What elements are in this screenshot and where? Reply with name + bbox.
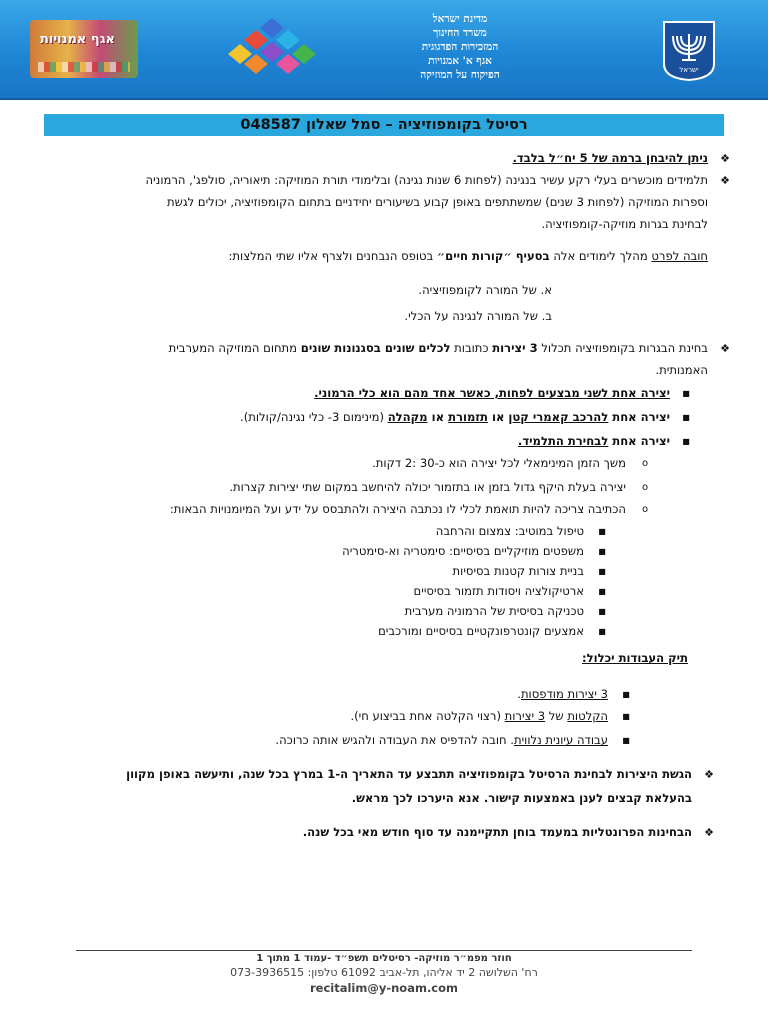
square-bullet-icon: ■ (598, 527, 606, 536)
circle-bullet-icon: o (641, 504, 649, 515)
writing-note: הכתיבה צריכה להיות תואמת לכלי לו נכתבה היצירה ולהתבסס על ידע ועל המיומנויות הבאות: (169, 502, 626, 516)
ensemble-option: תזמורת (448, 410, 488, 424)
ensemble-option: מקהלה (387, 410, 428, 424)
square-bullet-icon: ■ (598, 547, 606, 556)
skill-text: ארטיקולציה ויסודות תזמור בסיסיים (413, 584, 584, 598)
instruments-styles: לכלים שונים בסגנונות שונים (300, 341, 451, 355)
cv-section-ref: בסעיף ״קורות חיים״ (436, 249, 550, 263)
requirement-text: בטופס הנבחנים ולצרף אליו שתי המלצות: (228, 249, 437, 263)
portfolio-item: 3 יצירות (504, 709, 546, 723)
requirement-text: מהלך לימודים אלה (549, 249, 652, 263)
state-emblem-icon (660, 20, 718, 82)
square-bullet-icon: ■ (598, 567, 606, 576)
skill-text: טכניקה בסיסית של הרמוניה מערבית (404, 604, 584, 618)
recommendation-item: ב. של המורה לנגינה על הכלי. (404, 309, 552, 323)
scope-note: יצירה בעלת היקף גדול בזמן או בתזמור יכולה להיחשב במקום שתי יצירות קצרות. (229, 480, 626, 494)
circle-bullet-icon: o (641, 458, 649, 469)
ministry-line: מדינת ישראל (432, 13, 488, 25)
exam-composition-text: האמנותית. (655, 363, 708, 377)
footer-address: רח' השלושה 2 יד אליהו, תל-אביב 61092 טלפון: 073-3936515 (230, 966, 538, 979)
portfolio-item: (רצוי הקלטה אחת בביצוע חי). (350, 709, 505, 723)
piece-requirement: יצירה אחת (608, 434, 670, 448)
ministry-line: אגף א' אמנויות (428, 55, 492, 67)
exam-level-note: ניתן להיבחן ברמה של 5 יח״ל בלבד. (512, 151, 708, 165)
square-bullet-icon: ■ (682, 389, 690, 398)
portfolio-item: . חובה להדפיס את העבודה ולהגיש אותה כרוכה. (275, 733, 514, 747)
header-band (0, 0, 768, 100)
square-bullet-icon: ■ (622, 736, 630, 745)
eligibility-text-line: תלמידים מוכשרים בעלי רקע עשיר בנגינה (לפחות 6 שנות נגינה) ובלימודי תורת המוזיקה: תיאוריה, סולפג', הרמוניה (145, 173, 708, 187)
arts-department-logo (30, 20, 138, 78)
ministry-colorful-diamonds-logo (224, 16, 320, 74)
ensemble-option: להרכב קאמרי קטן (508, 410, 609, 424)
frontal-exam-note: הבחינות הפרונטליות במעמד בוחן תתקיימנה עד סוף חודש מאי בכל שנה. (302, 825, 692, 839)
piece-requirement: יצירה אחת (608, 410, 670, 424)
eligibility-text-line: לבחינת בגרות מוזיקה-קומפוזיציה. (541, 217, 708, 231)
diamond-bullet-icon: ❖ (720, 342, 730, 355)
ministry-line: משרד החינוך (433, 27, 487, 39)
piece-requirement: או (427, 410, 449, 424)
portfolio-item: הקלטות (567, 709, 608, 723)
document-title: רסיטל בקומפוזיציה – סמל שאלון 048587 (44, 114, 724, 136)
portfolio-item: 3 יצירות מודפסות (520, 687, 608, 701)
portfolio-item: של (545, 709, 568, 723)
submission-note: הגשת היצירות לבחינת הרסיטל בקומפוזיציה תתבצע עד התאריך ה-1 במרץ בכל שנה, ותיעשה באופן מקוון (126, 767, 692, 781)
exam-composition-text: מתחום המוזיקה המערבית (168, 341, 301, 355)
diamond-bullet-icon: ❖ (720, 174, 730, 187)
emblem-caption: ישראל (679, 66, 699, 74)
duration-note: משך הזמן המינימאלי לכל יצירה הוא כ-30 :2 דקות. (372, 456, 626, 470)
skill-text: בניית צורות קטנות בסיסיות (452, 564, 584, 578)
diamond-bullet-icon: ❖ (720, 152, 730, 165)
piece-requirement: (מינימום 3- כלי נגינה/קולות). (240, 410, 388, 424)
piece-requirement: יצירה אחת לשני מבצעים לפחות, כאשר אחד מהם הוא כלי הרמוני. (314, 386, 670, 400)
footer-circular-info: חוזר מפמ״ר מוזיקה- רסיטלים תשפ״ד -עמוד 1 מתוך 1 (256, 953, 512, 964)
ministry-name-block (390, 12, 530, 82)
eligibility-text-line: וספרות המוזיקה (לפחות 3 שנים) שמשתתפים באופן קבוע בשיעורים יחידניים בתחום הקומפוזיציה, יכולים לגשת (166, 195, 708, 209)
square-bullet-icon: ■ (622, 690, 630, 699)
square-bullet-icon: ■ (682, 437, 690, 446)
exam-composition-text: בחינת הבגרות בקומפוזיציה תכלול (537, 341, 708, 355)
diamond-bullet-icon: ❖ (704, 768, 714, 781)
portfolio-title: תיק העבודות יכלול: (581, 651, 688, 665)
footer-divider (76, 950, 692, 951)
skill-text: משפטים מוזיקליים בסיסיים: סימטריה וא-סימטריה (342, 544, 584, 558)
ministry-line: הפיקוח על המוזיקה (420, 69, 500, 81)
square-bullet-icon: ■ (682, 413, 690, 422)
pieces-count: 3 יצירות (492, 341, 538, 355)
square-bullet-icon: ■ (598, 627, 606, 636)
skill-text: טיפול במוטיב: צמצום והרחבה (435, 524, 584, 538)
portfolio-item: . (517, 687, 521, 701)
student-choice: לבחירת התלמיד. (517, 434, 609, 448)
ministry-line: המזכירות הפדגוגית (421, 41, 499, 53)
square-bullet-icon: ■ (598, 587, 606, 596)
arts-logo-text: אגף אמנויות (40, 32, 115, 47)
exam-composition-text: כתובות (450, 341, 493, 355)
portfolio-item: עבודה עיונית נלווית (513, 733, 608, 747)
skill-text: אמצעים קונטרפונקטיים בסיסיים ומורכבים (378, 624, 584, 638)
square-bullet-icon: ■ (622, 712, 630, 721)
circle-bullet-icon: o (641, 482, 649, 493)
diamond-bullet-icon: ❖ (704, 826, 714, 839)
submission-note: בהעלאת קבצים לענן באמצעות קישור. אנא היערכו לכך מראש. (351, 791, 692, 805)
footer-email-link[interactable]: recitalim@y-noam.com (309, 981, 459, 995)
requirement-prefix: חובה לפרט (651, 249, 708, 263)
square-bullet-icon: ■ (598, 607, 606, 616)
recommendation-item: א. של המורה לקומפוזיציה. (418, 283, 552, 297)
piece-requirement: או (487, 410, 509, 424)
